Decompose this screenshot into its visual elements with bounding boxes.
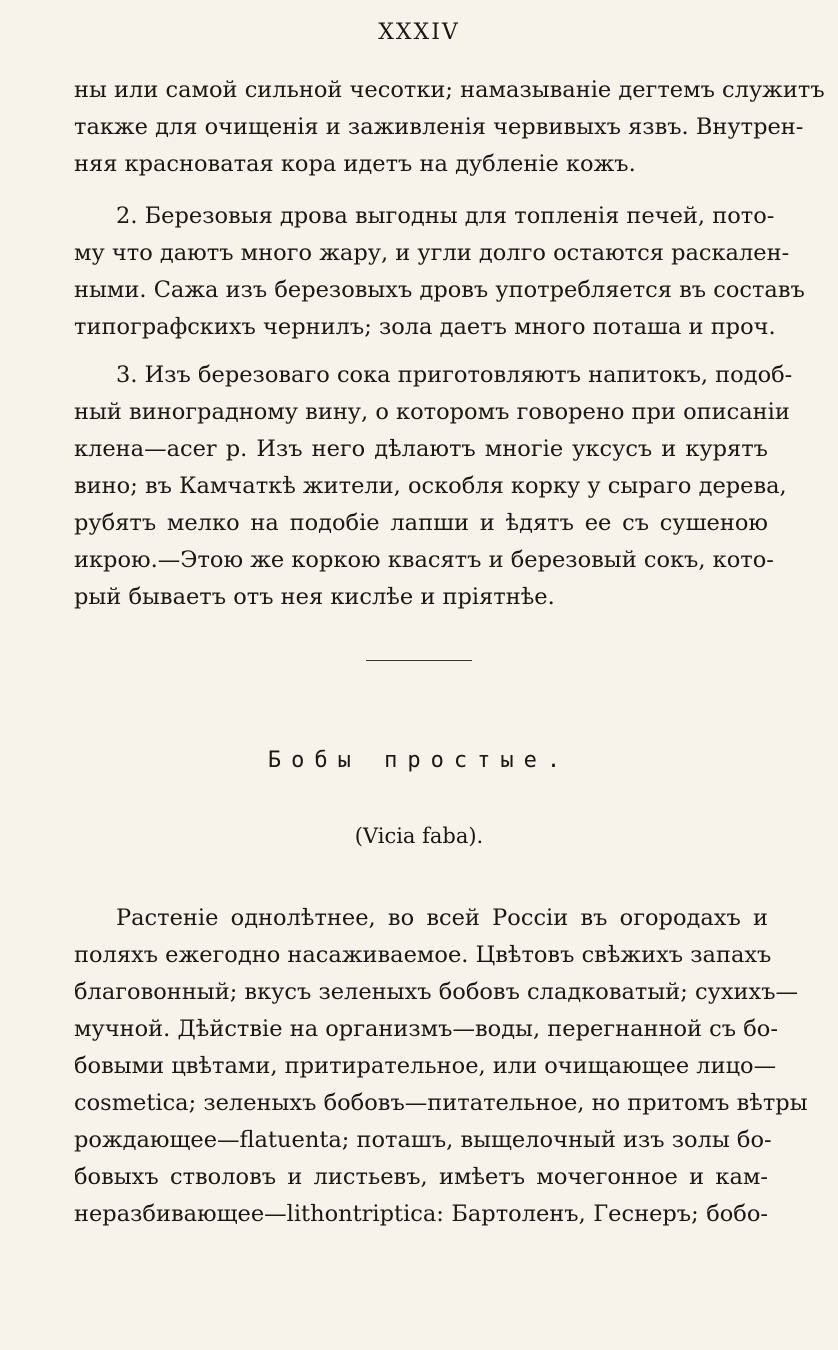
- text-line: ными. Сажа изъ березовыхъ дровъ употребляется въ составъ: [74, 277, 805, 303]
- text-line: неразбивающее—lithontriptica: Бартоленъ, Геснеръ; бобо-: [74, 1201, 768, 1227]
- text-line: мучной. Дѣйствiе на организмъ—воды, перегнанной съ бо-: [74, 1016, 778, 1042]
- text-line: му что даютъ много жару, и угли долго остаются раскален-: [74, 240, 790, 266]
- section-divider: [366, 660, 472, 661]
- text-line: ны или самой сильной чесотки; намазыванiе дегтемъ служитъ: [74, 77, 825, 103]
- text-line: вино; въ Камчаткѣ жители, оскобля корку у сыраго дерева,: [74, 473, 787, 499]
- text-line: поляхъ ежегодно насаживаемое. Цвѣтовъ свѣжихъ запахъ: [74, 942, 772, 968]
- text-line: клена—acer p. Изъ него дѣлаютъ многiе уксусъ и курятъ: [74, 436, 768, 462]
- text-line: икрою.—Этою же коркою квасятъ и березовый сокъ, кото-: [74, 547, 774, 573]
- paragraph-continued: [74, 72, 825, 183]
- paragraph-4: [74, 900, 808, 1233]
- section-title: Бобы простые.: [267, 748, 571, 773]
- text-line: рубятъ мелко на подобiе лапши и ѣдятъ ее съ сушеною: [74, 510, 768, 536]
- paragraph-3: [74, 357, 793, 616]
- text-line: рый бываетъ отъ нея кислѣе и прiятнѣе.: [74, 584, 555, 610]
- text-line: бовыми цвѣтами, притирательное, или очищающее лицо—: [74, 1053, 777, 1079]
- text-line: благовонный; вкусъ зеленыхъ бобовъ сладковатый; сухихъ—: [74, 979, 799, 1005]
- text-line: 3. Изъ березоваго сока приготовляютъ напитокъ, подоб-: [116, 362, 793, 388]
- text-line: типографскихъ чернилъ; зола даетъ много поташа и проч.: [74, 314, 776, 340]
- text-line: бовыхъ стволовъ и листьевъ, имѣетъ мочегонное и кам-: [74, 1164, 768, 1190]
- text-line: рождающее—flatuenta; поташъ, выщелочный изъ золы бо-: [74, 1127, 772, 1153]
- text-line: также для очищенiя и заживленiя червивыхъ язвъ. Внутрен-: [74, 114, 804, 140]
- text-line: 2. Березовыя дрова выгодны для топленiя печей, пото-: [116, 203, 775, 229]
- paragraph-2: [74, 198, 805, 346]
- text-line: ный виноградному вину, о которомъ говорено при описанiи: [74, 399, 790, 425]
- text-line: Растенiе однолѣтнее, во всей Россiи въ огородахъ и: [116, 905, 768, 931]
- page-number: XXXIV: [378, 20, 460, 45]
- latin-name: (Vicia faba).: [354, 824, 484, 848]
- text-line: cosmetica; зеленыхъ бобовъ—питательное, но притомъ вѣтры: [74, 1090, 808, 1116]
- text-line: няя красноватая кора идетъ на дубленiе кожъ.: [74, 151, 636, 177]
